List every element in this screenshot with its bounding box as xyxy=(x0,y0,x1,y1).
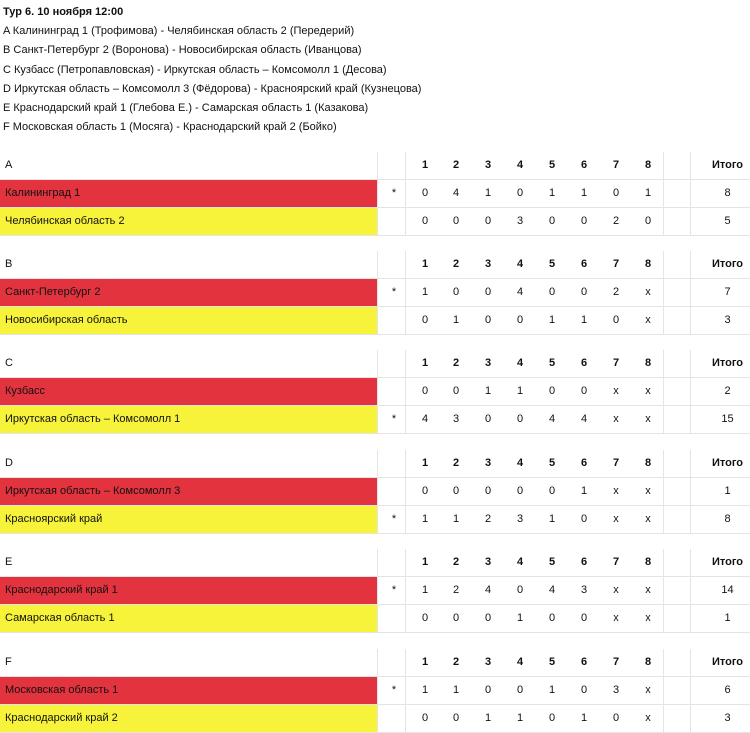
end-score: 0 xyxy=(612,314,620,326)
period-header: 8 xyxy=(644,457,652,469)
end-score: 0 xyxy=(421,612,429,624)
end-score: 4 xyxy=(452,187,460,199)
end-score: x xyxy=(645,413,651,425)
end-score: 4 xyxy=(484,584,492,596)
end-score: 0 xyxy=(548,485,556,497)
end-score: 1 xyxy=(548,187,556,199)
column-divider xyxy=(405,251,406,334)
period-header: 4 xyxy=(516,656,524,668)
end-score: x xyxy=(613,385,619,397)
end-score: x xyxy=(645,314,651,326)
period-header: 3 xyxy=(484,258,492,270)
game-table xyxy=(0,350,750,434)
end-score: 0 xyxy=(612,187,620,199)
round-title: Тур 6. 10 ноября 12:00 xyxy=(3,6,124,18)
end-score: 0 xyxy=(580,385,588,397)
team-row xyxy=(0,577,750,605)
period-header: 5 xyxy=(548,357,556,369)
period-header: 1 xyxy=(421,159,429,171)
column-divider xyxy=(663,649,664,732)
end-score: 0 xyxy=(516,314,524,326)
end-score: x xyxy=(613,612,619,624)
end-score: x xyxy=(645,485,651,497)
end-score: 0 xyxy=(484,413,492,425)
team-name: Кузбасс xyxy=(0,378,377,405)
end-score: 1 xyxy=(548,314,556,326)
total-score: 6 xyxy=(724,684,731,696)
column-divider xyxy=(405,350,406,433)
period-header: 8 xyxy=(644,159,652,171)
column-divider xyxy=(690,152,691,235)
end-score: 2 xyxy=(484,513,492,525)
end-score: 1 xyxy=(516,385,524,397)
game-table xyxy=(0,251,750,335)
period-header: 3 xyxy=(484,556,492,568)
end-score: 0 xyxy=(612,712,620,724)
period-header: 2 xyxy=(452,556,460,568)
period-header: 7 xyxy=(612,656,620,668)
hammer-marker: * xyxy=(391,584,397,596)
column-divider xyxy=(405,549,406,632)
end-score: 0 xyxy=(516,187,524,199)
end-score: 0 xyxy=(421,314,429,326)
total-score: 2 xyxy=(724,385,731,397)
end-score: 0 xyxy=(484,286,492,298)
total-score: 15 xyxy=(721,413,734,425)
end-score: 4 xyxy=(580,413,588,425)
game-header-row xyxy=(0,152,750,180)
end-score: 0 xyxy=(580,612,588,624)
team-row xyxy=(0,705,750,733)
end-score: 0 xyxy=(452,385,460,397)
end-score: 2 xyxy=(612,286,620,298)
column-divider xyxy=(663,152,664,235)
period-header: 6 xyxy=(580,159,588,171)
end-score: 0 xyxy=(484,612,492,624)
end-score: 0 xyxy=(580,215,588,227)
total-score: 14 xyxy=(721,584,734,596)
end-score: x xyxy=(613,485,619,497)
end-score: 0 xyxy=(452,612,460,624)
match-line: E Краснодарский край 1 (Глебова Е.) - Самарская область 1 (Казакова) xyxy=(3,102,369,115)
total-header: Итого xyxy=(711,556,744,568)
end-score: 0 xyxy=(421,187,429,199)
period-header: 4 xyxy=(516,556,524,568)
end-score: x xyxy=(613,513,619,525)
team-row xyxy=(0,307,750,335)
column-divider xyxy=(377,649,378,732)
period-header: 5 xyxy=(548,457,556,469)
end-score: 4 xyxy=(516,286,524,298)
column-divider xyxy=(690,450,691,533)
end-score: 1 xyxy=(421,513,429,525)
team-name: Новосибирская область xyxy=(0,307,377,334)
total-score: 7 xyxy=(724,286,731,298)
game-header-row xyxy=(0,549,750,577)
period-header: 1 xyxy=(421,357,429,369)
game-label: D xyxy=(5,457,13,469)
period-header: 7 xyxy=(612,556,620,568)
end-score: 4 xyxy=(548,413,556,425)
period-header: 3 xyxy=(484,159,492,171)
end-score: 0 xyxy=(452,485,460,497)
total-score: 1 xyxy=(724,612,731,624)
end-score: 3 xyxy=(452,413,460,425)
game-label: F xyxy=(5,656,12,668)
end-score: 1 xyxy=(580,712,588,724)
total-score: 8 xyxy=(724,187,731,199)
end-score: 1 xyxy=(452,684,460,696)
period-header: 3 xyxy=(484,656,492,668)
hammer-marker xyxy=(384,705,404,732)
period-header: 5 xyxy=(548,159,556,171)
period-header: 2 xyxy=(452,656,460,668)
period-header: 2 xyxy=(452,457,460,469)
period-header: 4 xyxy=(516,258,524,270)
end-score: x xyxy=(645,513,651,525)
period-header: 5 xyxy=(548,656,556,668)
column-divider xyxy=(690,350,691,433)
period-header: 2 xyxy=(452,357,460,369)
column-divider xyxy=(663,350,664,433)
team-row xyxy=(0,180,750,208)
end-score: 0 xyxy=(644,215,652,227)
end-score: 0 xyxy=(484,314,492,326)
hammer-marker: * xyxy=(391,187,397,199)
team-row xyxy=(0,378,750,406)
end-score: 1 xyxy=(580,314,588,326)
hammer-marker: * xyxy=(391,513,397,525)
period-header: 2 xyxy=(452,159,460,171)
team-name: Самарская область 1 xyxy=(0,605,377,632)
end-score: x xyxy=(645,684,651,696)
game-table xyxy=(0,649,750,733)
end-score: 1 xyxy=(580,485,588,497)
column-divider xyxy=(377,549,378,632)
total-score: 1 xyxy=(724,485,731,497)
game-table xyxy=(0,152,750,236)
period-header: 6 xyxy=(580,656,588,668)
period-header: 1 xyxy=(421,258,429,270)
end-score: x xyxy=(645,612,651,624)
game-label: B xyxy=(5,258,13,270)
period-header: 6 xyxy=(580,457,588,469)
team-row xyxy=(0,279,750,307)
end-score: 1 xyxy=(421,286,429,298)
end-score: x xyxy=(613,584,619,596)
game-header-row xyxy=(0,649,750,677)
match-line: B Санкт-Петербург 2 (Воронова) - Новосибирская область (Иванцова) xyxy=(3,44,362,57)
period-header: 7 xyxy=(612,159,620,171)
team-row xyxy=(0,605,750,633)
period-header: 5 xyxy=(548,556,556,568)
game-table xyxy=(0,549,750,633)
match-line: C Кузбасс (Петропавловская) - Иркутская область – Комсомолл 1 (Десова) xyxy=(3,63,387,76)
period-header: 1 xyxy=(421,457,429,469)
end-score: 0 xyxy=(452,286,460,298)
period-header: 4 xyxy=(516,457,524,469)
hammer-marker xyxy=(384,605,404,632)
end-score: 0 xyxy=(548,286,556,298)
end-score: 0 xyxy=(452,215,460,227)
period-header: 8 xyxy=(644,357,652,369)
column-divider xyxy=(663,549,664,632)
period-header: 7 xyxy=(612,357,620,369)
end-score: x xyxy=(645,385,651,397)
team-row xyxy=(0,208,750,236)
end-score: 1 xyxy=(421,584,429,596)
column-divider xyxy=(405,649,406,732)
end-score: 0 xyxy=(516,584,524,596)
end-score: 0 xyxy=(580,513,588,525)
team-name: Краснодарский край 2 xyxy=(0,705,377,732)
total-score: 3 xyxy=(724,712,731,724)
column-divider xyxy=(405,152,406,235)
period-header: 7 xyxy=(612,457,620,469)
end-score: 4 xyxy=(421,413,429,425)
end-score: 0 xyxy=(548,712,556,724)
column-divider xyxy=(377,450,378,533)
team-name: Краснодарский край 1 xyxy=(0,577,377,604)
end-score: 0 xyxy=(484,215,492,227)
team-name: Калининград 1 xyxy=(0,180,377,207)
end-score: 0 xyxy=(580,286,588,298)
end-score: 0 xyxy=(452,712,460,724)
end-score: 1 xyxy=(580,187,588,199)
end-score: 1 xyxy=(484,187,492,199)
end-score: 1 xyxy=(548,684,556,696)
team-name: Челябинская область 2 xyxy=(0,208,377,235)
end-score: 0 xyxy=(421,485,429,497)
end-score: 0 xyxy=(516,413,524,425)
end-score: 0 xyxy=(484,485,492,497)
end-score: 1 xyxy=(452,314,460,326)
team-row xyxy=(0,506,750,534)
period-header: 4 xyxy=(516,357,524,369)
team-name: Санкт-Петербург 2 xyxy=(0,279,377,306)
game-label: A xyxy=(5,159,13,171)
end-score: 3 xyxy=(612,684,620,696)
hammer-marker xyxy=(384,478,404,505)
game-label: C xyxy=(5,357,13,369)
match-line: D Иркутская область – Комсомолл 3 (Фёдорова) - Красноярский край (Кузнецова) xyxy=(3,82,422,95)
end-score: 1 xyxy=(452,513,460,525)
end-score: 0 xyxy=(580,684,588,696)
end-score: 2 xyxy=(452,584,460,596)
hammer-marker: * xyxy=(391,413,397,425)
hammer-marker xyxy=(384,208,404,235)
team-name: Московская область 1 xyxy=(0,677,377,704)
end-score: 1 xyxy=(516,712,524,724)
end-score: 4 xyxy=(548,584,556,596)
period-header: 2 xyxy=(452,258,460,270)
team-name: Красноярский край xyxy=(0,506,377,533)
game-header-row xyxy=(0,450,750,478)
column-divider xyxy=(690,549,691,632)
period-header: 6 xyxy=(580,556,588,568)
end-score: 3 xyxy=(580,584,588,596)
end-score: 0 xyxy=(516,485,524,497)
match-line: F Московская область 1 (Мосяга) - Краснодарский край 2 (Бойко) xyxy=(3,121,337,134)
total-header: Итого xyxy=(711,357,744,369)
period-header: 1 xyxy=(421,556,429,568)
period-header: 6 xyxy=(580,357,588,369)
match-line: A Калининград 1 (Трофимова) - Челябинская область 2 (Передерий) xyxy=(3,25,355,37)
end-score: 1 xyxy=(484,385,492,397)
team-name: Иркутская область – Комсомолл 3 xyxy=(0,478,377,505)
hammer-marker xyxy=(384,378,404,405)
end-score: 3 xyxy=(516,215,524,227)
column-divider xyxy=(690,649,691,732)
end-score: 0 xyxy=(548,215,556,227)
end-score: 0 xyxy=(484,684,492,696)
total-header: Итого xyxy=(711,258,744,270)
game-header-row xyxy=(0,251,750,279)
hammer-marker: * xyxy=(391,684,397,696)
total-header: Итого xyxy=(711,656,744,668)
total-score: 5 xyxy=(724,215,731,227)
total-header: Итого xyxy=(711,159,744,171)
column-divider xyxy=(663,251,664,334)
column-divider xyxy=(405,450,406,533)
game-header-row xyxy=(0,350,750,378)
total-score: 3 xyxy=(724,314,731,326)
end-score: 0 xyxy=(421,385,429,397)
column-divider xyxy=(377,152,378,235)
period-header: 5 xyxy=(548,258,556,270)
hammer-marker xyxy=(384,307,404,334)
game-table xyxy=(0,450,750,534)
end-score: 0 xyxy=(548,385,556,397)
end-score: 3 xyxy=(516,513,524,525)
end-score: 2 xyxy=(612,215,620,227)
end-score: 1 xyxy=(548,513,556,525)
period-header: 1 xyxy=(421,656,429,668)
hammer-marker: * xyxy=(391,286,397,298)
team-row xyxy=(0,478,750,506)
period-header: 8 xyxy=(644,556,652,568)
period-header: 3 xyxy=(484,457,492,469)
end-score: 0 xyxy=(421,215,429,227)
end-score: 1 xyxy=(421,684,429,696)
end-score: x xyxy=(613,413,619,425)
end-score: 1 xyxy=(516,612,524,624)
team-row xyxy=(0,406,750,434)
team-row xyxy=(0,677,750,705)
schedule-header xyxy=(3,3,421,138)
column-divider xyxy=(377,350,378,433)
period-header: 3 xyxy=(484,357,492,369)
period-header: 8 xyxy=(644,656,652,668)
end-score: x xyxy=(645,584,651,596)
end-score: 1 xyxy=(484,712,492,724)
column-divider xyxy=(690,251,691,334)
end-score: 0 xyxy=(548,612,556,624)
game-label: E xyxy=(5,556,13,568)
end-score: x xyxy=(645,712,651,724)
total-score: 8 xyxy=(724,513,731,525)
period-header: 6 xyxy=(580,258,588,270)
end-score: 0 xyxy=(516,684,524,696)
period-header: 7 xyxy=(612,258,620,270)
end-score: x xyxy=(645,286,651,298)
column-divider xyxy=(377,251,378,334)
end-score: 1 xyxy=(644,187,652,199)
period-header: 4 xyxy=(516,159,524,171)
end-score: 0 xyxy=(421,712,429,724)
period-header: 8 xyxy=(644,258,652,270)
team-name: Иркутская область – Комсомолл 1 xyxy=(0,406,377,433)
total-header: Итого xyxy=(711,457,744,469)
column-divider xyxy=(663,450,664,533)
